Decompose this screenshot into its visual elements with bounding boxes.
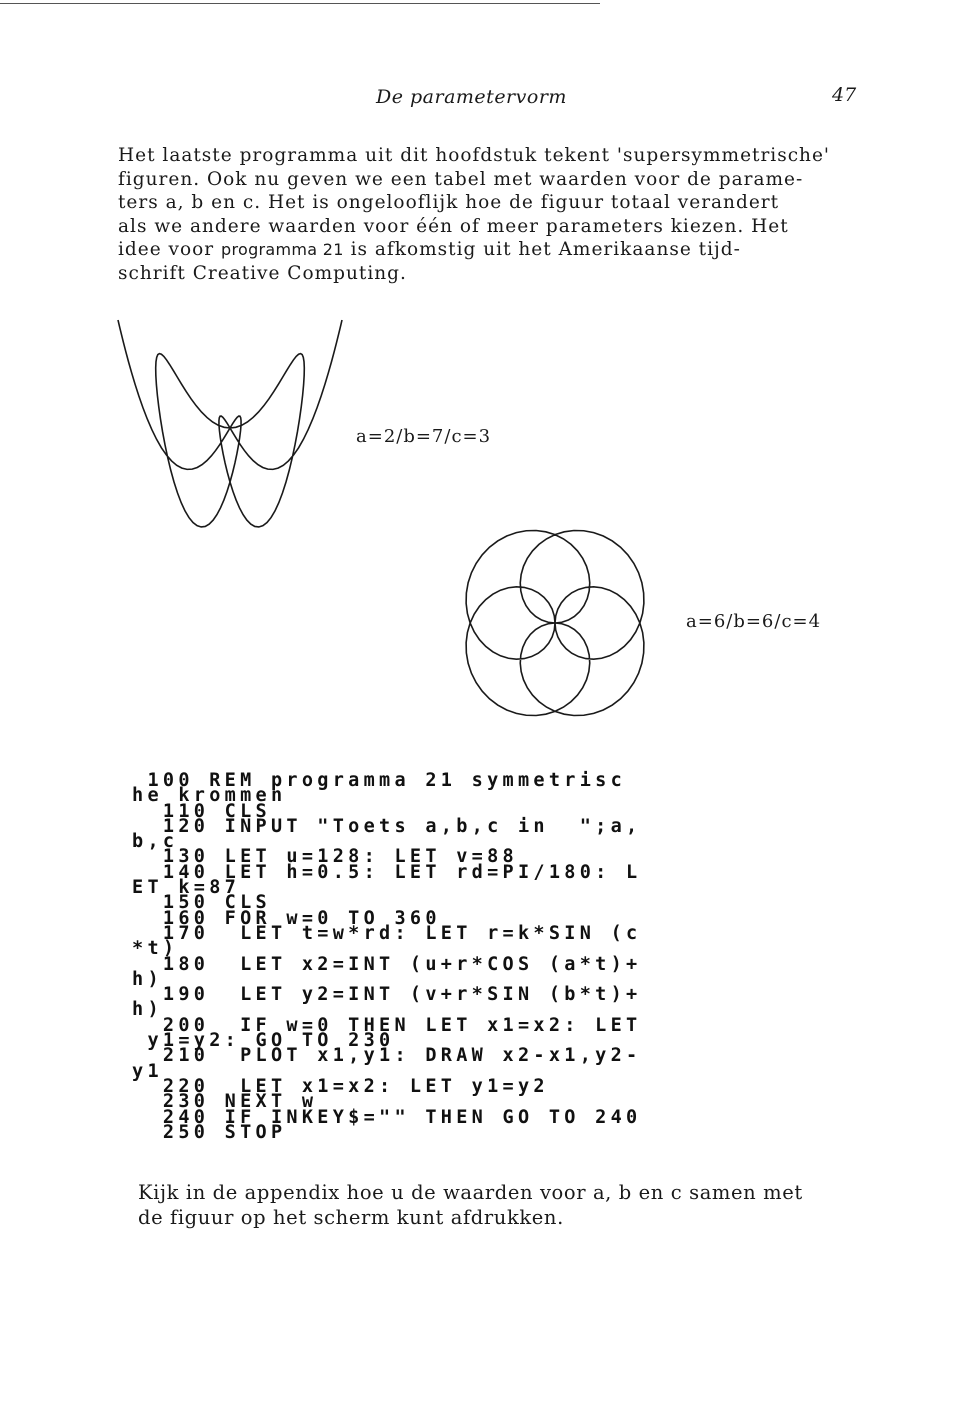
intro-line-part: is afkomstig uit het Amerikaanse tijd- [343, 239, 741, 260]
listing-line: 140 LET h=0.5: LET rd=PI/180: L [132, 861, 642, 883]
intro-line: ters a, b en c. Het is ongelooflijk hoe de figuur totaal verandert [118, 192, 780, 213]
listing-line: *t) [132, 938, 179, 960]
listing-line: 190 LET y2=INT (v+r*SIN (b*t)+ [132, 984, 642, 1006]
figure-caption: a=6/b=6/c=4 [686, 611, 822, 632]
listing-line: h) [132, 999, 163, 1021]
running-header: De parametervorm [376, 86, 567, 108]
curve-figure-a2-b7-c3 [110, 318, 350, 538]
closing-line: Kijk in de appendix hoe u de waarden voor a, b en c samen met [138, 1181, 803, 1204]
basic-listing [132, 770, 642, 1143]
listing-line: 120 INPUT "Toets a,b,c in ";a, [132, 815, 642, 837]
listing-line: 180 LET x2=INT (u+r*COS (a*t)+ [132, 953, 642, 975]
curve-figure-a6-b6-c4 [455, 520, 655, 726]
intro-paragraph [118, 144, 863, 285]
curve-path [466, 530, 644, 715]
intro-line [118, 238, 863, 262]
intro-line: Het laatste programma uit dit hoofdstuk tekent 'supersymmetrische' [118, 145, 831, 166]
listing-line: 160 FOR w=0 TO 360 [132, 907, 441, 929]
figure-caption: a=2/b=7/c=3 [356, 426, 492, 447]
listing-line: 170 LET t=w*rd: LET r=k*SIN (c [132, 922, 642, 944]
closing-line: de figuur op het scherm kunt afdrukken. [138, 1206, 564, 1229]
listing-line: 210 PLOT x1,y1: DRAW x2-x1,y2- [132, 1045, 642, 1067]
listing-line: 150 CLS [132, 892, 271, 914]
curve-path [118, 320, 342, 527]
listing-line: h) [132, 968, 163, 990]
intro-line: als we andere waarden voor één of meer parameters kiezen. Het [118, 215, 789, 237]
listing-line: y1 [132, 1060, 163, 1082]
listing-line: y1=y2: GO TO 230 [132, 1030, 395, 1052]
listing-line: 130 LET u=128: LET v=88 [132, 846, 518, 868]
intro-line: figuren. Ook nu geven we een tabel met waarden voor de parame- [118, 168, 804, 190]
listing-line: 100 REM programma 21 symmetrisc [132, 770, 627, 791]
intro-line-part: idee voor [118, 239, 221, 260]
listing-line: 220 LET x1=x2: LET y1=y2 [132, 1075, 549, 1097]
listing-line: 250 STOP [132, 1121, 287, 1143]
listing-line: b,c [132, 831, 179, 853]
listing-line: 230 NEXT w [132, 1091, 318, 1113]
page-number: 47 [832, 84, 857, 106]
intro-line: schrift Creative Computing. [118, 262, 407, 284]
listing-line: 200 IF w=0 THEN LET x1=x2: LET [132, 1014, 642, 1036]
listing-line: ET k=87 [132, 877, 241, 899]
program-reference: programma 21 [221, 240, 344, 259]
listing-line: he krommen [132, 785, 287, 807]
top-rule [0, 3, 600, 4]
closing-paragraph [138, 1180, 883, 1230]
listing-line: 240 IF INKEY$="" THEN GO TO 240 [132, 1106, 642, 1128]
listing-line: 110 CLS [132, 800, 271, 822]
